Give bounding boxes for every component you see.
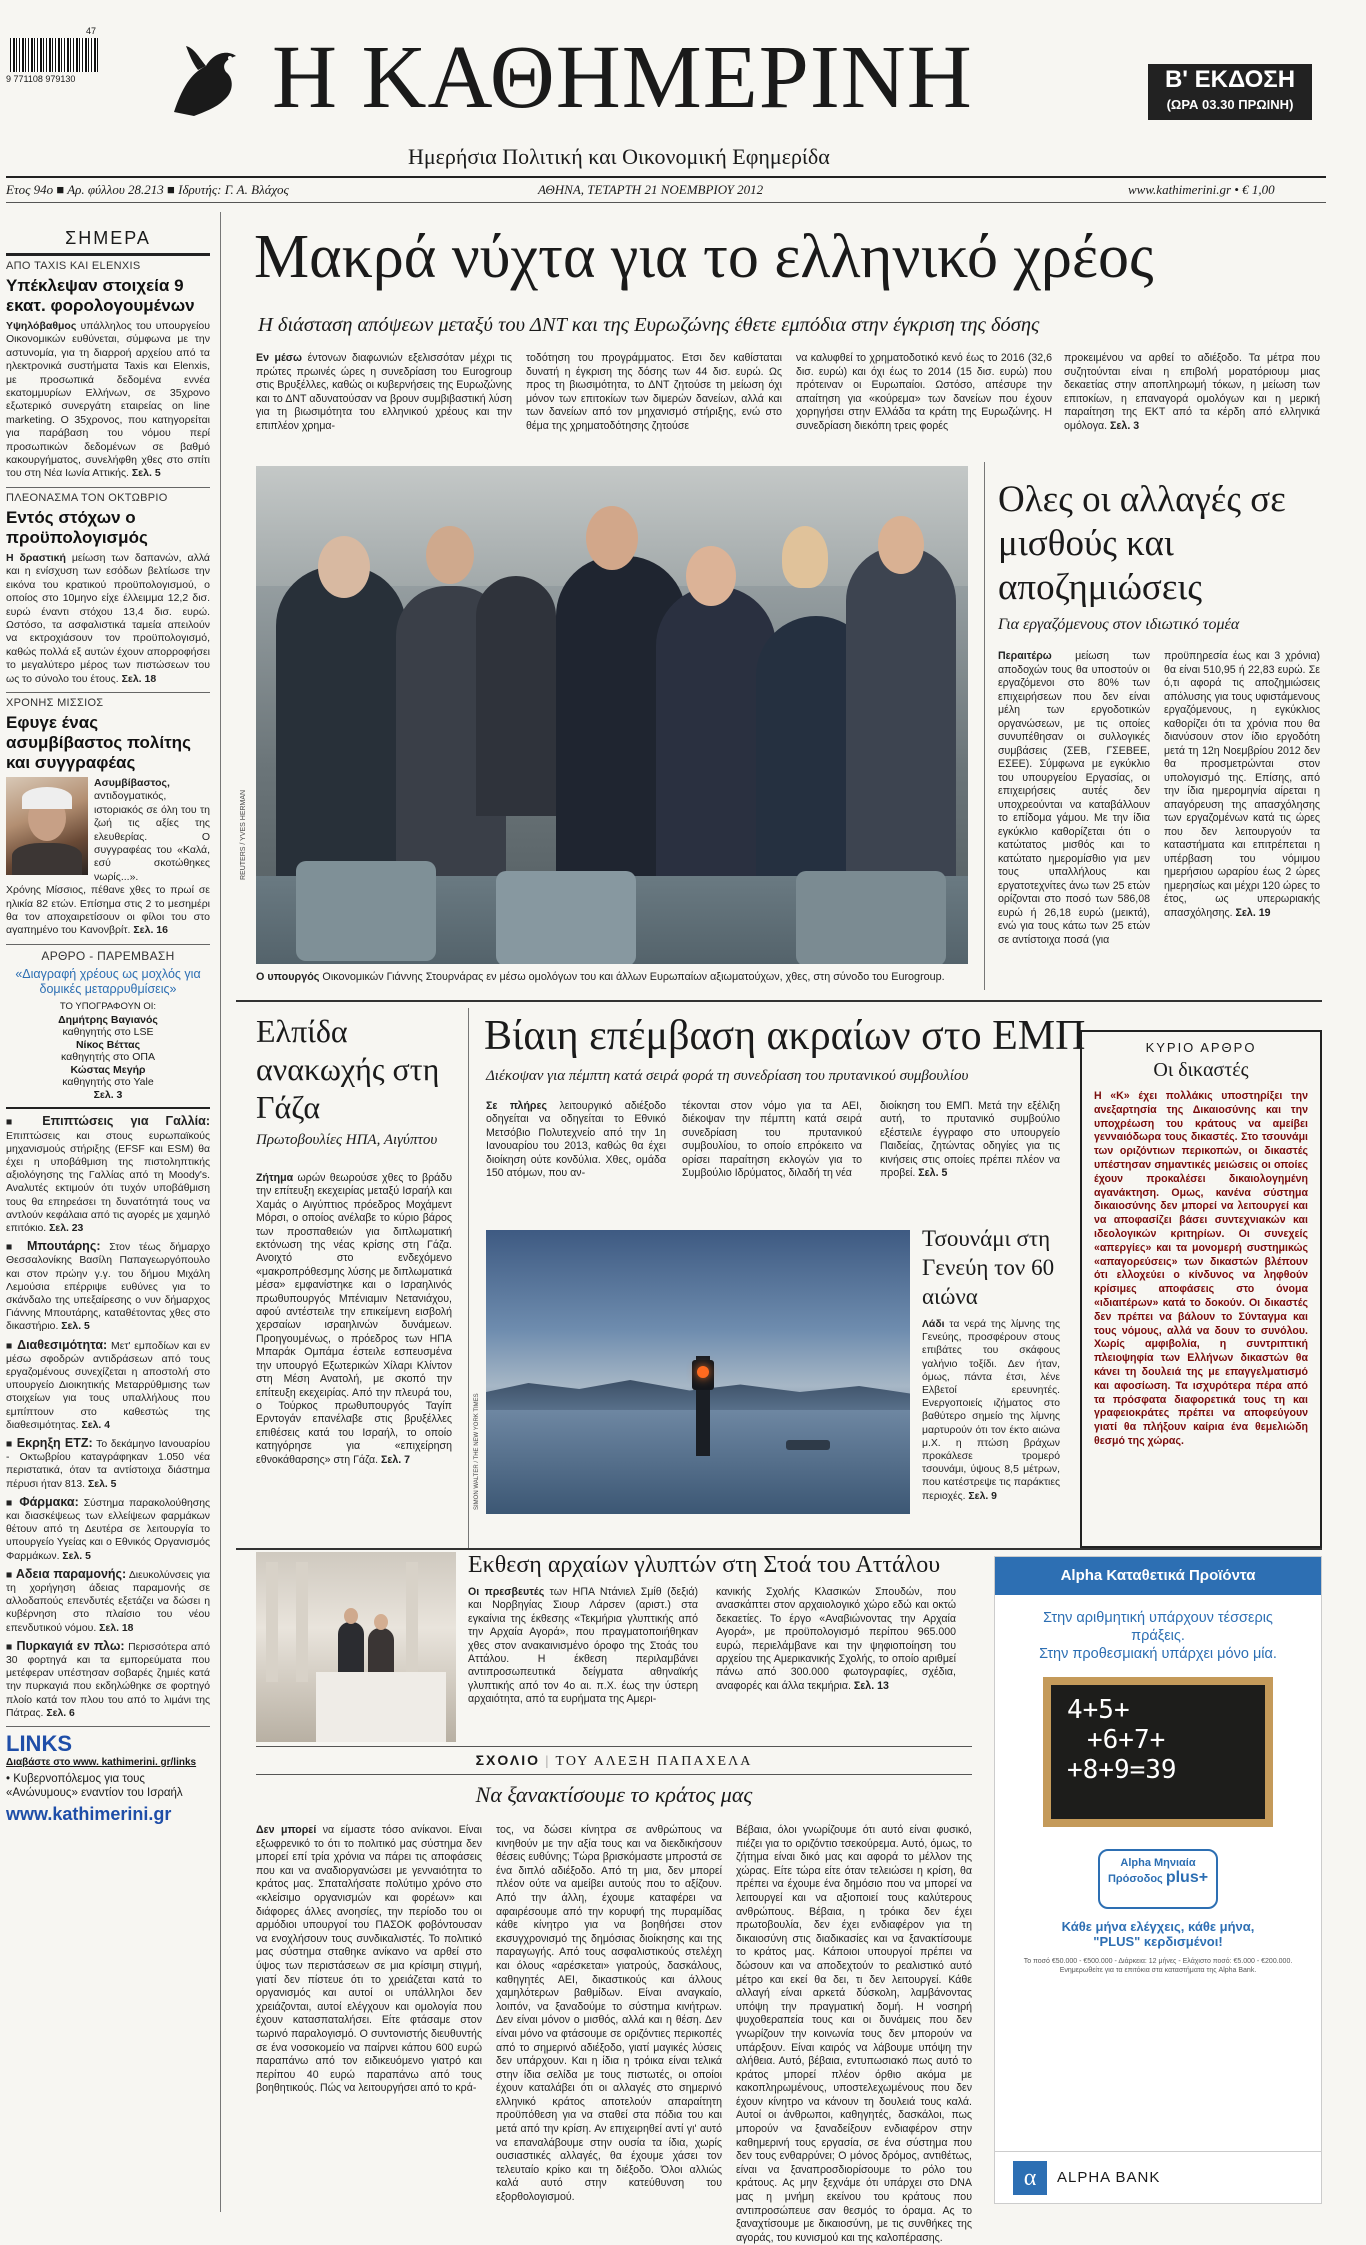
gaza-deck: Πρωτοβουλίες ΗΠΑ, Αιγύπτου	[256, 1132, 438, 1148]
masthead-logo-icon	[164, 42, 248, 124]
photo-credit: SIMON WALTER / THE NEW YORK TIMES	[474, 1393, 480, 1510]
page-ref: Σελ. 3	[93, 1088, 123, 1101]
links-item[interactable]: • Κυβερνοπόλεμος για τους «Ανώνυμους» εναντίον του Ισραήλ	[6, 1773, 183, 1800]
chalk-line: +6+7+	[1087, 1725, 1166, 1755]
ad-slogan: Κάθε μήνα ελέγχεις, κάθε μήνα,	[1061, 1919, 1255, 1934]
editorial-label: ΚΥΡΙΟ ΑΡΘΡΟ	[1145, 1040, 1257, 1055]
signatory-name: Δημήτρης Βαγιανός	[58, 1013, 158, 1026]
ad-line2: Στην προθεσμιακή υπάρχει μόνο μία.	[1039, 1646, 1277, 1662]
dateline: ΑΘΗΝΑ, ΤΕΤΑΡΤΗ 21 ΝΟΕΜΒΡΙΟΥ 2012	[538, 182, 764, 197]
ad-product-badge	[1098, 1849, 1218, 1909]
barcode-number: 9 771108 979130	[6, 74, 76, 84]
news-briefs	[6, 1115, 210, 1720]
chalk-line: 4+5+	[1067, 1695, 1130, 1725]
sculpture-col: Οι πρεσβευτές των ΗΠΑ Ντάνιελ Σμίθ (δεξιά) και Νορβηγίας Σιουρ Λάρσεν (αριστ.) στα εγκαίνια της έκθεσης «Τεκμήρια γλυπτικής από την Αρχαία Αγορά», που πραγματοποιήθηκαν χθες στον ανακαινισμένο όροφο της Στοάς του Αττάλου. Η έκθεση περιλαμβάνει αντιπροσωπευτικά δείγματα αθηναϊκής γλυπτικής από τον 4ο αι. π.Χ. έως την ύστερη αρχαιότητα, από τα ευρήματα της Αμερι-	[468, 1586, 698, 1706]
ad-line1: Στην αριθμητική υπάρχουν τέσσερις πράξεις.	[1043, 1610, 1273, 1644]
badge-line: Alpha Μηνιαία	[1120, 1857, 1196, 1869]
barcode-issue: 47	[85, 26, 96, 36]
emp-headline[interactable]: Βίαιη επέμβαση ακραίων στο ΕΜΠ	[484, 1013, 1086, 1059]
ad-slogan: "PLUS" κερδισμένοι!	[1093, 1934, 1223, 1949]
website-link[interactable]: www.kathimerini.gr	[6, 1804, 172, 1825]
wages-headline[interactable]: Ολες οι αλλαγές σε μισθούς και αποζημιώσεις	[998, 479, 1286, 608]
lead-caption: Ο υπουργός Οικονομικών Γιάννης Στουρνάρας εν μέσω ομολόγων του και άλλων Ευρωπαίων αξιωματούχων, χθες, στη σύνοδο του Eurogroup.	[256, 971, 945, 983]
news-brief[interactable]: ■ Πυρκαγιά εν πλω: Περισσότερα από 30 φορτηγά και τα εμπορεύματα που μετέφεραν υπέστησαν σοβαρές ζημιές κατά την πυρκαγιά που εκδηλώθηκε σε φορτηγό πλοίο κατά τον πλου του από το λιμάνι της Πάτρας. Σελ. 6	[6, 1638, 211, 1719]
edition-main: Β' ΕΚΔΟΣΗ	[1164, 66, 1296, 93]
links-subtitle[interactable]: Διαβάστε στο www. kathimerini. gr/links	[6, 1757, 197, 1769]
story-headline[interactable]: Υπέκλεψαν στοιχεία 9 εκατ. φορολογουμένων	[6, 276, 195, 315]
story-headline[interactable]: Εφυγε ένας ασυμβίβαστος πολίτης και συγγραφέας	[6, 712, 191, 772]
barcode-bars	[10, 38, 98, 72]
comment-col: Δεν μπορεί να είμαστε τόσο ανίκανοι. Είναι εξωφρενικό το ότι το πολιτικό μας σύστημα δεν μπορεί επί τρία χρόνια να πάρει τις αποφάσεις που και να αναδιοργανώσει με γενναιότητα το κράτος μας. Σπαταλήσατε πολύτιμο χρόνο στο «κλείσιμο οργανισμών και φορέων» και διάφορες άλλες ανοησίες, την περίοδο του οι αρμόδιοι υπουργοί του ΠΑΣΟΚ φοβόντουσαν να ενοχλήσουν τους συνδικαλιστές. Το πολιτικό μας σύστημα σταθηκε ανίκανο να αρθεί στο ύψος των περιστάσεων σε μια κρίσιμη στιγμή, γιατί δεν πίστευε ότι το χρειάζεται κατά το οργανισμός και αυτοί οι υπάλληλοι δεν χρειάζονται, αυτοί ελέγχουν και ομολογία που έχουν κατασπαταλήσει. Είτε φτάσαμε στον τωρινό παραλογισμό. Ο συντονιστής διευθυντής σε ένα νοσοκομείο να παίρνει κάπου 600 ευρώ παραπάνω από τον ειδικευόμενο γιατρό και περίπου 40 ευρώ παραπάνω από τους βοηθητικούς. Πώς να λειτουργήσει από το κρά-	[256, 1824, 482, 2095]
editorial-title[interactable]: Οι δικαστές	[1153, 1059, 1249, 1081]
story-body: Η δραστική μείωση των δαπανών, αλλά και η ενίσχυση των εσόδων βελτίωσε την εικόνα του κρατικού προϋπολογισμού, ο οποίος στο 10μηνο είχε έλλειμμα 12,2 δισ. ευρώ έναντι στόχου 13,4 δισ. ευρώ. Ωστόσο, τα ασφαλιστικά ταμεία απειλούν να εκτροχιάσουν τον προϋπολογισμό, καθώς πολλά εξ αυτών έχουν απορροφήσει το μεγαλύτερο μέρος των πιστώσεων του ως το σύνολο του έτους. Σελ. 18	[6, 551, 210, 685]
editorial-body: Η «Κ» έχει πολλάκις υποστηρίξει την ανεξαρτησία της Δικαιοσύνης και την υποχρέωση του κράτους να αμείβει γενναιόδωρα τους δικαστές. Στο τσουνάμι των οριζόντιων περικοπών, οι δικαστές υπέστησαν σημαντικές μειώσεις οι οποίες έχουν προκαλέσει δικαιολογημένη αγανάκτηση. Ομως, κανένα σύστημα δικαιοσύνης δεν μπορεί να λειτουργεί και να αποφασίζει βάσει συντεχνιακών και ιδεολογικών κριτηρίων. Οι συνεχείς «απεργίες» και τα μονομερή συστημικώς «απαγορεύσεις» των δικαστών βλέπουν ότι ελλοχεύει ο κίνδυνος να ληφθούν κρίσιμες αποφάσεις στο όνομα «ιδιαιτέρων» κατά το δοκούν. Οι δικαστές δεν πρέπει να βάλουν το Σύνταγμα και τους νόμους, αλλά να δουν το συνόλου. Χωρίς αμφιβολία, η συντριπτική πλειοψηφία των Ελλήνων δικαστών θα κάνει τη δουλειά της με επαγγελματισμό και αφοσίωση. Τα ισχυρότερα πέρα από τα πρόσφατα διαφορετικά τους τη και γραφειοκράτες πρέπει να αποφεύγουν γιατί θα πλήξουν καίρια ένα θεμελιώδη θεσμό της χώρας.	[1094, 1090, 1308, 1447]
lead-headline[interactable]: Μακρά νύχτα για το ελληνικό χρέος	[254, 223, 1154, 291]
gaza-headline[interactable]: Ελπίδα ανακωχής στη Γάζα	[256, 1013, 440, 1125]
story-body: Ασυμβίβαστος, αντιδογματικός, ιστοριακός σε όλη του τη ζωή τις αξίες της ελευθερίας. Ο συγγραφέας του «Καλά, εσύ σκοτώθηκες νωρίς...».	[94, 776, 210, 883]
wages-col: προϋπηρεσία έως και 3 χρόνια) θα είναι 510,95 ή 22,83 ευρώ. Σε ό,τι αφορά τις αποζημιώσεις απόλυσης για τους υφιστάμενους εργαζόμενους, η εγκύκλιος καθορίζει ότι τα χρόνια που θα διανύσουν στον ίδιο εργοδότη μετά τη 12η Νοεμβρίου 2012 δεν θα προσμετρώνται στον υπολογισμό της. Επίσης, από την ίδια ημερομηνία αίρεται η απαγόρευση της απασχόλησης των εργαζομένων κατά τις ώρες που δεν λειτουργούν τα καταστήματα και επιτρέπεται η υπέρβαση του νόμιμου ημερήσιου ωραρίου έως 2 ώρες ημερησίως και μέχρι 120 ώρες το έτος, ως υπερωριακής απασχόλησης. Σελ. 19	[1164, 650, 1320, 919]
emp-deck: Διέκοψαν για πέμπτη κατά σειρά φορά τη συνεδρίαση του πρυτανικού συμβουλίου	[486, 1068, 969, 1084]
lead-col: τοδότηση του προγράμματος. Ετσι δεν καθίσταται δυνατή η έγκριση της δόσης των 44 δισ. ευρώ. Ως προς τη βιωσιμότητα, το ΔΝΤ ζητούσε τη μείωση όχι μόνον των επιτοκίων των διμερών δανείων, αλλά και των δανείων από τον μηχανισμό στήριξης, ενώ στο θέμα της χρηματοδότησης ζητούσε	[526, 352, 782, 432]
badge-line: Πρόσοδος	[1107, 1873, 1163, 1885]
bank-name: ALPHA BANK	[1057, 2169, 1161, 2186]
edition-badge	[1148, 64, 1312, 120]
signatory-role: καθηγητής στο ΟΠΑ	[61, 1051, 155, 1064]
masthead-subtitle: Ημερήσια Πολιτική και Οικονομική Εφημερίδα	[408, 144, 830, 169]
tsunami-body: Λάδι τα νερά της λίμνης της Γενεύης, προσφέρουν στους επιβάτες του σκάφους γαλήνιο τοξίδι. Δεν ήταν, όμως, πάντα έτσι, λένε Ελβετοί ερευνητές. Ενεργοποιείς ιζήματος στο βαθύτερο σημείο της λίμνης μαρτυρούν ότι τον έκτο αιώνα μ.Χ. η πτώση βράχων προκάλεσε τρομερό τσουνάμι, ύψους 8,5 μέτρων, που κατέστρεψε τις παράκτιες περιοχές. Σελ. 9	[922, 1319, 1060, 1502]
links-title: LINKS	[6, 1731, 72, 1757]
news-brief[interactable]: ■ Μπουτάρης: Στον τέως δήμαρχο Θεσσαλονίκης Βασίλη Παπαγεωργόπουλο και στον πρώην γ.γ. του δήμου Μιχάλη Λεμούσια επέρριψε ευθύνες για το σκάνδαλο της υπεξαίρεσης ο νυν δήμαρχος Γιάννης Μπουτάρης, καταθέτοντας χθες στο δικαστήριο. Σελ. 5	[6, 1239, 210, 1333]
news-brief[interactable]: ■ Διαθεσιμότητα: Μετ' εμποδίων και εν μέσω σφοδρών αντιδράσεων από τους εργαζομένους συνεχίζεται η αποστολή στο υπουργείο Διοικητικής Μεταρρύθμισης των στοιχείων για τους υπαλλήλους που εμπίπτουν στο καθεστώς της διαθεσιμότητας. Σελ. 4	[6, 1337, 210, 1431]
barcode	[6, 26, 102, 84]
signatory-name: Κώστας Μεγήρ	[70, 1063, 146, 1076]
edition-sub: (ΩΡΑ 03.30 ΠΡΩΙΝΗ)	[1166, 97, 1294, 112]
emp-col: τέκονται στον νόμο για τα ΑΕΙ, διέκοψαν την πέμπτη κατά σειρά συνεδρίαση του πρυτανικού συμβουλίου, το οποίο επρόκειτο να ορίσει παραίτηση εκλογών για το Συμβούλιο Ιδρύματος, διλαδή τη νέα	[682, 1100, 862, 1180]
sidebar	[6, 212, 210, 2212]
masthead-title: Η ΚΑΘΗΜΕΡΙΝΗ	[272, 28, 973, 127]
news-brief[interactable]: ■ Φάρμακα: Σύστημα παρακολούθησης και διασκέψεως των ελλείψεων φαρμάκων θέτουν από τη Δευτέρα σε λειτουργία το υπουργείο Υγείας και ο Εθνικός Οργανισμός Φαρμάκων. Σελ. 5	[6, 1494, 210, 1562]
comment-title[interactable]: Να ξανακτίσουμε το κράτος μας	[475, 1782, 753, 1807]
alpha-bank-ad[interactable]	[994, 1556, 1322, 2204]
ad-fine-print: Το ποσό €50.000 - €500.000 - Διάρκεια: 12 μήνες - Ελάχιστο ποσό: €5.000 - €200.000. Ενημερωθείτε για τα επιτόκια στα καταστήματα της Alpha Bank.	[1023, 1958, 1293, 1974]
comment-label: ΣΧΟΛΙΟ	[475, 1752, 540, 1768]
chalk-line: +8+9=39	[1067, 1755, 1177, 1785]
eurogroup-photo	[256, 466, 968, 964]
comment-col: τος, να δώσει κίνητρα σε ανθρώπους να κινηθούν με την αξία τους και να διεκδικήσουν θέσεις ευθύνης; Τώρα βρισκόμαστε μπροστά σε ένα διπλό αδιέξοδο. Από τη μια, δεν μπορεί πλέον ούτε να αμείβει αυτούς που το αξίζουν. Από την άλλη, έχουμε καταφέρει να αφαιρέσουμε από την κορυφή της πυραμίδας κάθε κίνητρο για να βοηθήσει στον εκσυγχρονισμό της δημόσιας διοίκησης και της παραγωγής. Από τους ασφαλιστικούς στελέχη και όλους «αρέσκεται» γιατρούς, δασκάλους, καθηγητές ΑΕΙ, δικαστικούς και άλλους χαμηλότερων βαθμίδων. Είναι αναγκαίο, λοιπόν, να ξαναδούμε το σύστημα κινήτρων. Δεν είναι μόνον ο μισθός, αλλά και η θέση. Δεν είναι μόνο να φτάσουμε σε οριζόντιες περικοπές από το σημερινό αδιέξοδο, γιατί μαγικές λύσεις δεν υπάρχουν. Και η ίδια η τρόικα είναι τελικά στην ίδια σελίδα με τους πιστωτές, οι οποίοι έχουν καταλάβει ότι οι αλλαγές στο σημερινό ελληνικό κράτος αποτελούν απαραίτητη προϋπόθεση για να σταθεί στα πόδια του και μετά από την κρίση. Αν επιχειρηθεί αντί γι' αυτό να επαναλάβουμε στην ουσία τα ίδια, χωρίς ουσιαστικές αλλαγές, θα έχουμε χάσει τον τελευταίο κρίκο και τη διέξοδο. Όλοι αλλιώς καλά αυτό στην κατεύθυνση του εξορθολογισμού.	[496, 1824, 722, 2204]
tsunami-headline[interactable]: Τσουνάμι στη Γενεύη τον 60 αιώνα	[922, 1226, 1055, 1309]
alpha-bank-logo-icon: α	[1013, 2161, 1047, 2195]
signatories-label: ΤΟ ΥΠΟΓΡΑΦΟΥΝ ΟΙ:	[59, 1000, 157, 1012]
lead-col: προκειμένου να αρθεί το αδιέξοδο. Τα μέτρα που συζητούνται είναι η επιβολή μορατόριουμ μιας δεκαετίας στην αποπληρωμή τόκων, η μείωση των επιτοκίων, η επαναγορά ομολόγων και η μερική παραίτηση της ΕΚΤ από τα κέρδη από ελληνικά ομόλογα. Σελ. 3	[1064, 352, 1320, 432]
lead-deck: Η διάσταση απόψεων μεταξύ του ΔΝΤ και της Ευρωζώνης έθετε εμπόδια στην έγκριση της δόσης	[258, 314, 1040, 336]
editorial-box	[1080, 1030, 1322, 1548]
signatory-name: Νίκος Βέττας	[75, 1038, 141, 1051]
news-brief[interactable]: ■ Επιπτώσεις για Γαλλία: Επιπτώσεις και στους ευρωπαϊκούς μηχανισμούς στήριξης (EFSF και ESM) θα έχει η υποβάθμιση της πιστοληπτικής αξιολόγησης της Γαλλίας από τη Moody's. Αναλυτές εκτιμούν ότι τυχόν υποβάθμιση τους θα επηρεάσει τη δυνατότητά τους να αντλούν κεφάλαια από τις αγορές με χαμηλό επιτόκιο. Σελ. 23	[6, 1114, 210, 1234]
news-brief[interactable]: ■ Αδεια παραμονής: Διευκολύνσεις για τη χορήγηση άδειας παραμονής σε αλλοδαπούς επενδυτές εξετάζει να δώσει η κυβέρνηση στο πλαίσιο του νέου επενδυτικού νόμου. Σελ. 18	[6, 1566, 211, 1634]
issue-info: Ετος 94ο ■ Αρ. φύλλου 28.213 ■ Ιδρυτής: Γ. Α. Βλάχος	[6, 182, 289, 197]
signatory-role: καθηγητής στο LSE	[62, 1026, 154, 1039]
opinion-quote[interactable]: «Διαγραφή χρέους ως μοχλός για δομικές μεταρρυθμίσεις»	[15, 966, 201, 996]
comment-header: ΣΧΟΛΙΟ | ΤΟΥ ΑΛΕΞΗ ΠΑΠΑΧΕΛΑ	[475, 1752, 753, 1769]
sculpture-headline[interactable]: Εκθεση αρχαίων γλυπτών στη Στοά του Αττάλου	[468, 1552, 941, 1578]
ad-banner: Alpha Καταθετικά Προϊόντα	[995, 1557, 1321, 1595]
opinion-kicker: ΑΡΘΡΟ - ΠΑΡΕΜΒΑΣΗ	[41, 948, 175, 963]
sculpture-exhibition-photo	[256, 1552, 456, 1742]
website-price[interactable]: www.kathimerini.gr • € 1,00	[1128, 182, 1275, 197]
news-brief[interactable]: ■ Εκρηξη ΕΤΖ: Το δεκάμηνο Ιανουαρίου - Οκτωβρίου καταγράφηκαν 1.050 νέα περιστατικά, όταν τα αντίστοιχα διάστημα πέρυσι ήταν 813. Σελ. 5	[6, 1435, 210, 1490]
lead-col: να καλυφθεί το χρηματοδοτικό κενό έως το 2016 (32,6 δισ. ευρώ) και όχι έως το 2014 (15 δισ. ευρώ) που πρότειναν οι Ευρωπαίοι. Ωστόσο, απέσυρε την απαίτηση για «κούρεμα» των δανείων που έχουν χορηγήσει στην Ελλάδα τα κράτη της Ευρωζώνης. Η συνεδρίαση διεκόπη τρεις φορές	[796, 352, 1052, 432]
story-headline[interactable]: Εντός στόχων ο προϋπολογισμός	[6, 507, 148, 547]
story-kicker: ΧΡΟΝΗΣ ΜΙΣΣΙΟΣ	[6, 696, 104, 709]
gaza-body: Ζήτημα ωρών θεωρούσε χθες το βράδυ την επίτευξη εκεχειρίας μεταξύ Ισραήλ και Χαμάς ο Αιγύπτιος πρόεδρος Μοχάμεντ Μόρσι, ο οποίος ανέλαβε το κύριο βάρος των προσπαθειών για διπλωματική εκτόνωση της νέας κρίσης στη Γάζα. Ανοιχτό στο ενδεχόμενο «μακροπρόθεσμης λύσης με διπλωματικά μέσα» εμφανίστηκε και ο Ισραηλινός πρωθυπουργός Μπένιαμιν Νετανιάχου, αφού αντέστειλε την επικείμενη εισβολή χερσαίων ισραηλινών δυνάμεων. Προηγουμένως, ο πρόεδρος των ΗΠΑ Μπαράκ Ομπάμα έστειλε εσπευσμένα την υπουργό Εξωτερικών Χίλαρι Κλίντον στη Μέση Ανατολή, με σκοπό την επίτευξη εκεχειρίας. Από την πλευρά του, ο Τούρκος πρωθυπουργός Ταγίπ Ερντογάν επανέλαβε στις βρυξέλλες επιθέσεις κατά του Ισραήλ, το οποίο κατηγόρησε για «επιχείρηση εθνοκάθαρσης» στη Γάζα. Σελ. 7	[256, 1172, 452, 1466]
lake-geneva-photo	[486, 1230, 910, 1514]
sculpture-col: κανικής Σχολής Κλασικών Σπουδών, που ανασκάπτει στον αρχαιολογικό χώρο εδώ και οκτώ δεκαετίες. Το έργο «Αναβιώνοντας την Αρχαία Αγορά», με προϋπολογισμό περίπου 965.000 ευρώ, περιελάμβανε και την ψηφιοποίηση του αρχείου της Αμερικανικής Σχολής, το οποίο αριθμεί πάνω από 300.000 φωτογραφίες, σχέδια, αναφορές και άλλα τεκμήρια. Σελ. 13	[716, 1586, 956, 1692]
story-body: Χρόνης Μίσσιος, πέθανε χθες το πρωί σε ηλικία 82 ετών. Επίσημα στις 2 το μεσημέρι θα τον αποχαιρετίσουν οι φίλοι του στο αγαπημένο του Κανονβρίτ. Σελ. 16	[6, 884, 210, 937]
emp-col: Σε πλήρες λειτουργικό αδιέξοδο οδηγείται να οδηγείται το Εθνικό Μετσόβιο Πολυτεχνείο από την 1η Ιανουαρίου του 2013, καθώς θα έχει διοίκηση ούτε κονδύλια. Χθες, ομάδα 150 ατόμων, που αν-	[486, 1100, 666, 1180]
signatory-role: καθηγητής στο Yale	[62, 1076, 154, 1089]
emp-col: διοίκηση του ΕΜΠ. Μετά την εξέλιξη αυτή, το πρυτανικό συμβούλιο εξέστειλε έγγραφο στο υπουργείο Παιδείας, ζητώντας οδηγίες για τις κινήσεις στις οποίες πρέπει πλέον να προβεί. Σελ. 5	[880, 1100, 1060, 1180]
wages-deck: Για εργαζόμενους στον ιδιωτικό τομέα	[998, 616, 1240, 633]
author-photo	[6, 777, 88, 875]
today-label: ΣΗΜΕΡΑ	[65, 228, 151, 248]
wages-col: Περαιτέρω μείωση των αποδοχών τους θα υποστούν οι εργαζόμενοι στο 80% των επιχειρήσεων που δεν είναι μέλη των εργοδοτικών οργανώσεων, με τις οποίες συνυπέθησαν οι συλλογικές συμβάσεις (ΣΕΒ, ΓΣΕΒΕΕ, ΕΣΕΕ). Σύμφωνα με εγκύκλιο του υπουργείου Εργασίας, οι επιχειρήσεις αυτές δεν υποχρεούνται να καταβάλλουν το επίδομα γάμου. Με την ίδια εγκύκλιο καθορίζεται ότι ο κατώτατος μισθός και το κατώτατο ημερομίσθιο για μεν τους υπαλλήλους και εργατοτεχνίτες άνω των 25 ετών ορίζονται στο ποσό των 586,08 ευρώ ή 26,18 ευρώ (μεικτά), ενώ για τους κάτω των 25 ετών σε αντίστοιχα ποσά (για	[998, 650, 1150, 946]
story-body: Υψηλόβαθμος υπάλληλος του υπουργείου Οικονομικών ευθύνεται, σύμφωνα με την αστυνομία, για τη διαρροή αρχείου από τα ηλεκτρονικά συστήματα Taxis και Elenxis, με προσωπικά δεδομένα εννέα εκατομμυρίων Ελλήνων, σε 35χρονο εξωτερικό συνεργάτη εταιρείας on line marketing. Ο 35χρονος, που κατηγορείται για παράβαση του νόμου περί προσωπικών δεδομένων σε βαθμό κακουργήματος, συνελήφθη χθες στο σπίτι του στη Νέα Ιωνία Αττικής. Σελ. 5	[6, 320, 210, 480]
ad-chalkboard	[1043, 1677, 1273, 1827]
comment-author: ΤΟΥ ΑΛΕΞΗ ΠΑΠΑΧΕΛΑ	[555, 1754, 753, 1769]
badge-plus: plus+	[1165, 1869, 1209, 1886]
comment-col: Βέβαια, όλοι γνωρίζουμε ότι αυτό είναι φυσικό, πιέζει για το οριζόντιο τσεκούρεμα. Αυτό, όμως, το ζήτημα είναι δικό μας και αφορά το μέλλον της χώρας. Είτε τώρα είτε όταν τελειώσει η κρίση, θα πρέπει να έχουμε ένα δημόσιο που να μπορεί να λειτουργεί και να αξιοποιεί τους καλύτερους ανθρώπους. Βέβαια, η τρόικα δεν έχει πρωτοβουλία, δεν έχει ενδιαφέρον για τη δικαιοσύνη στις διαδικασίες και να ξανακτίσουμε το κράτος μας. Κάποιοι υπουργοί πρέπει να δώσουν και να αποδεχτούν το ρεαλιστικό αυτό μέτρο και εκεί θα δει, τι δεν λειτουργεί. Κάθε αλλαγή είναι αρκετά δύσκολη, λαμβάνοντας υπόψη την πραγματική δομή. Η νοσηρή ψυχοθεραπεία τους και οι δυνάμεις που δεν γνωρίζουν την κοινωνία τους δεν μπορούν να υπάρξουν. Είναι καιρός να λάβουμε υπόψη την αλήθεια. Αυτό, βέβαια, εντυπωσιακό πως αυτό το κράτος μπορεί πλέον όρθιο ακόμα με κακοπληρωμένους, υποστελεχωμένους που δεν έχουν κίνητρο να κάνουν τη δουλειά τους καλά. Αυτοί οι άνθρωποι, καθηγητές, δασκάλοι, πως μπορούν να ξαναδείξουν ενδιαφέρον στην καθημερινή τους εργασία, σε ένα σύστημα που δεν τους ενθαρρύνει; Ο μόνος δρόμος, αντιθέτως, είναι να ξαναπροσδιορίσουμε το ρόλο του κράτους. Ας μην ξεχνάμε ότι υπάρχει στο DNA μας η μνήμη εκείνου του κράτους που αντιπροσώπευε σαν θεσμός το όραμα. Ας το ξαναχτίσουμε με δικαιοσύνη, με τις συνθήκες της αγοράς, του κυνισμού και της καλοπέρασης.	[736, 1824, 972, 2244]
photo-credit: REUTERS / YVES HERMAN	[240, 789, 247, 880]
story-kicker: ΠΛΕΟΝΑΣΜΑ ΤΟΝ ΟΚΤΩΒΡΙΟ	[6, 491, 168, 504]
story-kicker: ΑΠΟ TAXIS ΚΑΙ ELENXIS	[6, 260, 141, 272]
lead-col: Εν μέσω έντονων διαφωνιών εξελισσόταν μέχρι τις πρώτες πρωινές ώρες η συνεδρίαση του Eurogroup στις Βρυξέλλες, καθώς οι κυβερνήσεις της Ευρωζώνης και το ΔΝΤ αδυνατούσαν να βρουν συμβιβαστική λύση για τη βιωσιμότητα του ελληνικού χρέους και την επιπλέον χρημα-	[256, 352, 512, 432]
